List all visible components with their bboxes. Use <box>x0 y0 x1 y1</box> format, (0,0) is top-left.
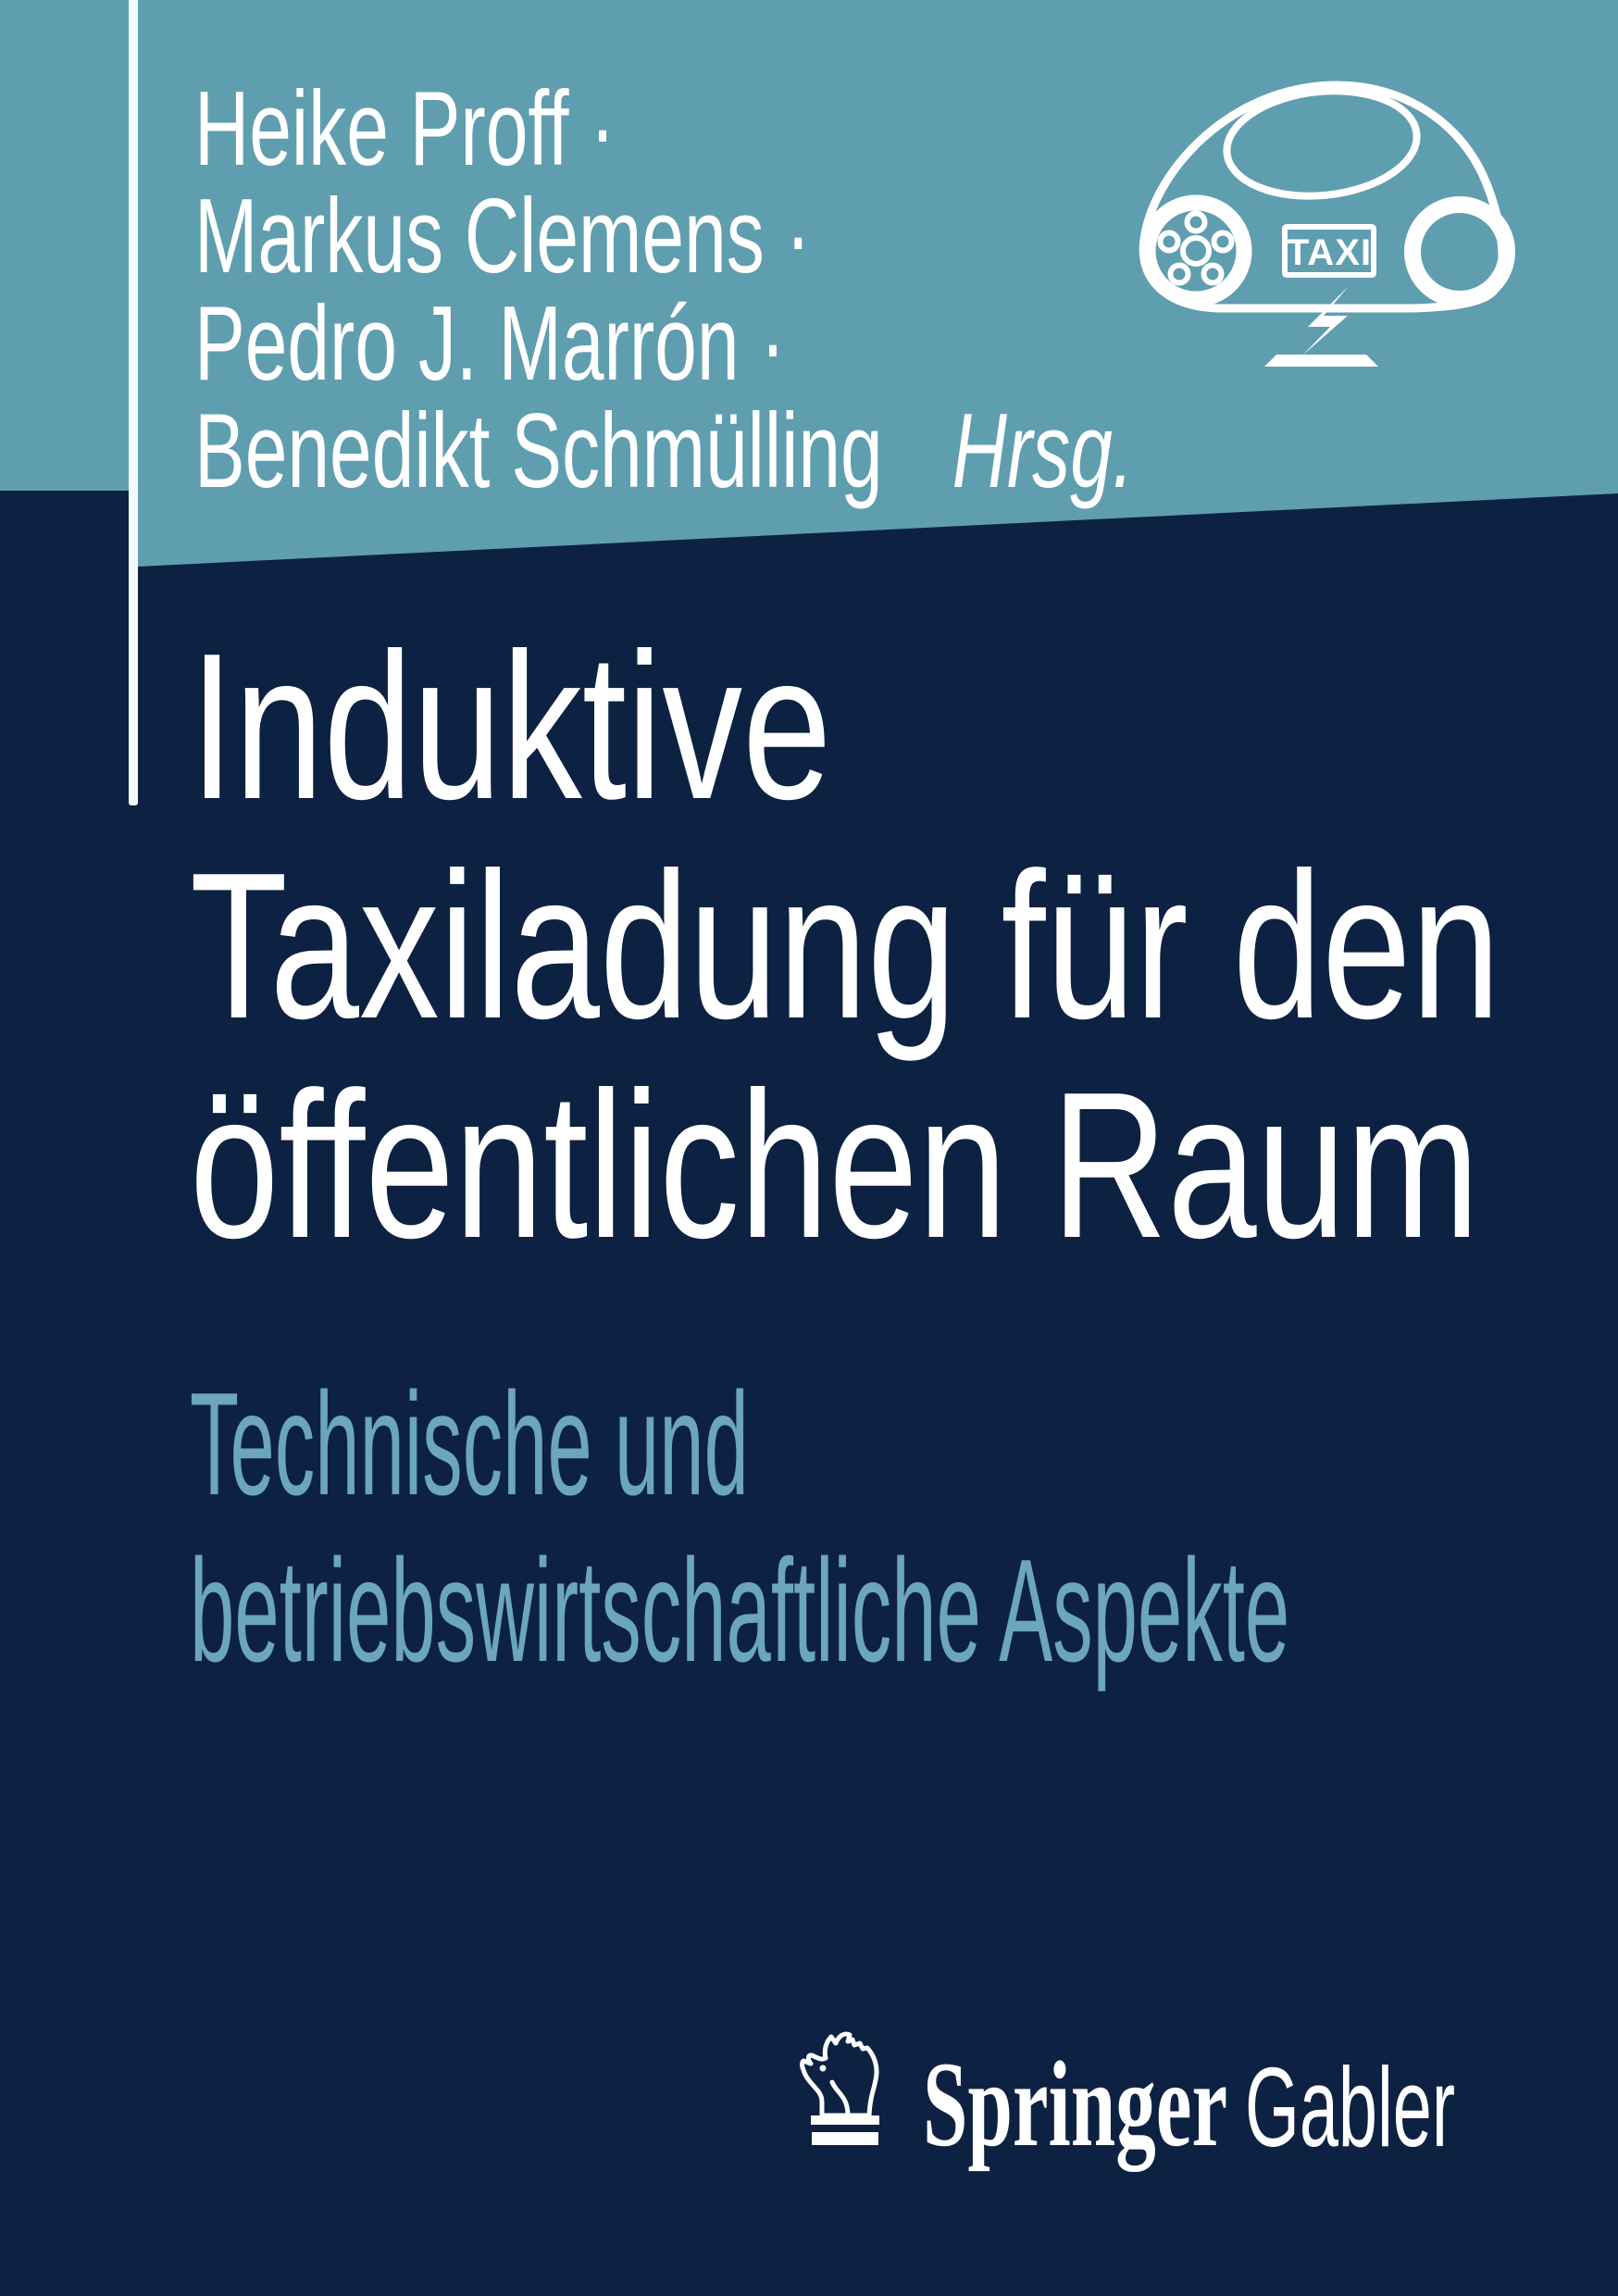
publisher-name-springer: Springer <box>923 2036 1228 2172</box>
accent-vertical-line <box>129 0 138 805</box>
plug-pin <box>1161 233 1178 251</box>
taxi-sign-label: TAXI <box>1286 232 1373 273</box>
author-line: Markus Clemens · <box>194 178 811 295</box>
publisher-name-gabler: Gabler <box>1245 2044 1456 2170</box>
plug-pin <box>1171 266 1189 283</box>
plug-pin-center <box>1183 238 1209 264</box>
author-name: Benedikt Schmülling <box>194 393 883 510</box>
pedestal-bar-top <box>811 2115 879 2125</box>
plug-pin <box>1214 233 1232 251</box>
page-title <box>190 609 1500 1281</box>
knight-outline <box>803 2034 877 2115</box>
author-line: Pedro J. Marrón · <box>194 285 786 403</box>
plug-pin <box>1204 266 1222 283</box>
title-line: öffentlichen Raum <box>190 1048 1480 1281</box>
knight-eye <box>820 2065 827 2072</box>
knight-jaw-line <box>832 2082 848 2115</box>
author-block <box>194 70 1134 510</box>
title-line: Taxiladung für den <box>190 829 1500 1062</box>
knight-icon <box>794 2028 898 2150</box>
subtitle-line: Technische und <box>190 1363 749 1526</box>
author-line: Heike Proff · <box>194 70 616 188</box>
editor-abbreviation: Hrsg. <box>952 393 1134 510</box>
title-line: Induktive <box>190 609 832 842</box>
pedestal-bar-bottom <box>812 2132 878 2145</box>
subtitle-line: betriebswirtschaftliche Aspekte <box>190 1529 1290 1692</box>
subtitle-block <box>190 1361 1289 1694</box>
charging-pad-icon <box>1264 355 1378 367</box>
right-wheel-icon <box>1413 205 1507 299</box>
author-line <box>194 393 1134 510</box>
lightning-bolt-icon <box>1302 286 1349 356</box>
taxi-car-icon <box>1120 74 1518 380</box>
car-window-icon <box>1222 82 1423 206</box>
plug-pin <box>1188 214 1205 231</box>
